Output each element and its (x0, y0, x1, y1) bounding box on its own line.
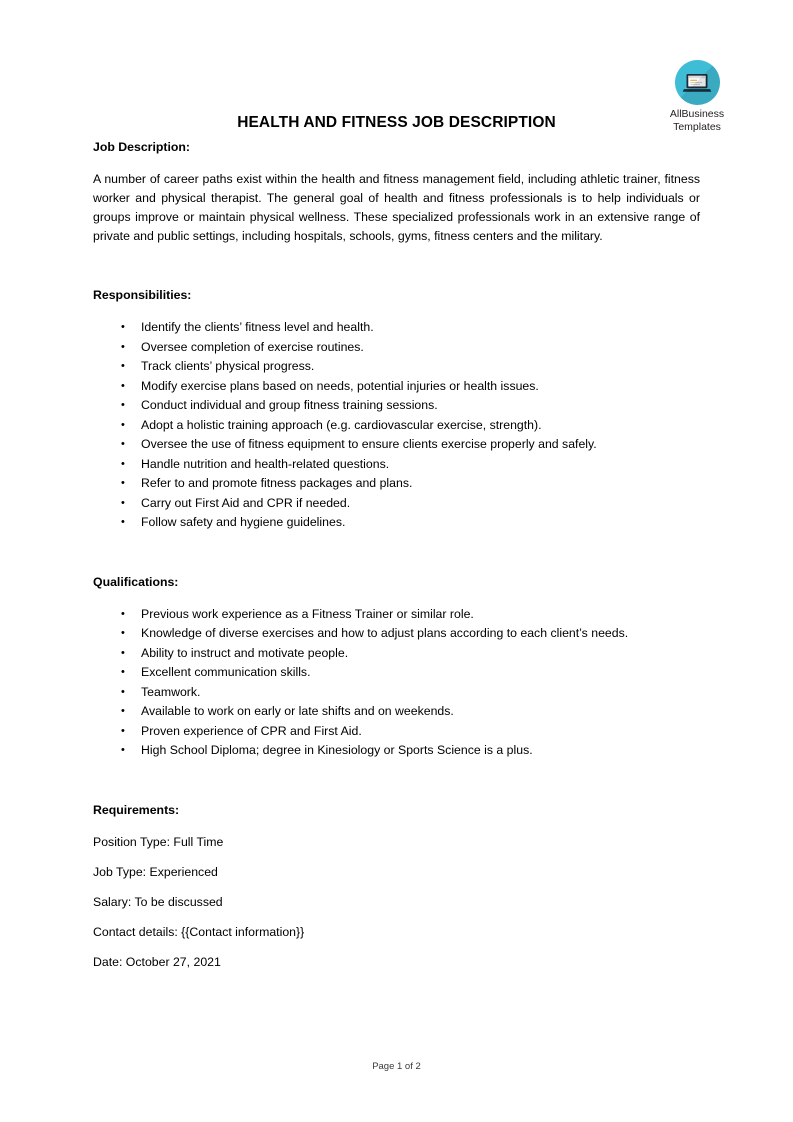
qualifications-heading: Qualifications: (93, 574, 179, 589)
requirement-salary: Salary: To be discussed (93, 894, 223, 909)
list-item: • Modify exercise plans based on needs, potential injuries or health issues. (93, 377, 700, 397)
job-description-paragraph: A number of career paths exist within the health and fitness management field, including athletic trainer, fitness worker and physical therapist. The general goal of health and fitness professionals is to help individuals or groups improve or maintain physical wellness. These specialized professionals work in an extensive range of private and public settings, including hospitals, schools, gyms, fitness centers and the military. (93, 172, 700, 243)
list-item: • Identify the clients’ fitness level and health. (93, 318, 700, 338)
list-item: • Handle nutrition and health-related questions. (93, 455, 700, 475)
logo-circle (675, 60, 720, 105)
responsibilities-heading: Responsibilities: (93, 288, 192, 302)
list-item: • Conduct individual and group fitness training sessions. (93, 396, 700, 416)
list-item: • Adopt a holistic training approach (e.g. cardiovascular exercise, strength). (93, 416, 700, 436)
list-item: • Track clients’ physical progress. (93, 357, 700, 377)
list-item: • Ability to instruct and motivate people. (93, 644, 700, 664)
document-body (93, 140, 700, 983)
logo-shadow (675, 60, 720, 105)
qualifications-list (93, 605, 700, 761)
requirements-list (93, 833, 700, 983)
logo-text-line2: Templates (673, 120, 721, 133)
list-item: • Oversee completion of exercise routines. (93, 338, 700, 358)
requirement-position-type: Position Type: Full Time (93, 834, 224, 849)
responsibilities-list (93, 318, 700, 533)
list-item: • Previous work experience as a Fitness Trainer or similar role. (93, 605, 700, 625)
list-item: • Refer to and promote fitness packages and plans. (93, 474, 700, 494)
job-description-heading: Job Description: (93, 140, 191, 154)
requirement-contact-details: Contact details: {{Contact information}} (93, 924, 305, 939)
list-item: • Carry out First Aid and CPR if needed. (93, 494, 700, 514)
list-item: • Teamwork. (93, 683, 700, 703)
list-item: • Proven experience of CPR and First Aid. (93, 722, 700, 742)
list-item: • Knowledge of diverse exercises and how to adjust plans according to each client’s needs. (93, 624, 700, 644)
list-item: • High School Diploma; degree in Kinesiology or Sports Science is a plus. (93, 741, 700, 761)
requirement-date: Date: October 27, 2021 (93, 954, 221, 969)
list-item: • Available to work on early or late shifts and on weekends. (93, 702, 700, 722)
requirement-job-type: Job Type: Experienced (93, 864, 218, 879)
logo-text-line1: AllBusiness (669, 108, 725, 120)
list-item: • Follow safety and hygiene guidelines. (93, 513, 700, 533)
requirements-heading: Requirements: (93, 802, 180, 817)
list-item: • Excellent communication skills. (93, 663, 700, 683)
page-title: HEALTH AND FITNESS JOB DESCRIPTION (237, 114, 556, 131)
page-footer: Page 1 of 2 (372, 1061, 421, 1072)
list-item: • Oversee the use of fitness equipment to ensure clients exercise properly and safely. (93, 435, 700, 455)
